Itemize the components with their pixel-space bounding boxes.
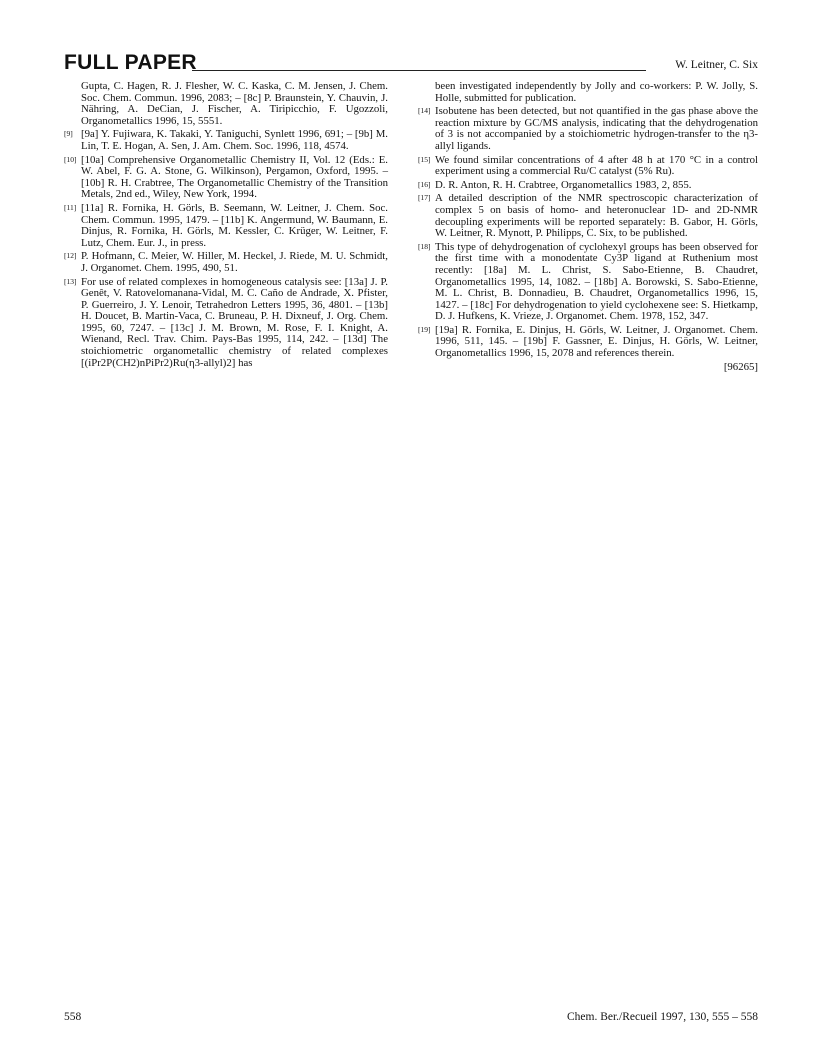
left-column: [64, 81, 388, 371]
reference-text: We found similar concentrations of 4 after 48 h at 170 °C in a control experiment using a commercial Ru/C catalyst (5% Ru).: [435, 153, 758, 178]
page-number: 558: [64, 1011, 82, 1023]
reference-item: [418, 242, 758, 323]
journal-citation: Chem. Ber./Recueil 1997, 130, 555 – 558: [566, 1011, 758, 1023]
reference-text: [9a] Y. Fujiwara, K. Takaki, Y. Taniguchi, Synlett 1996, 691; – [9b] M. Lin, T. E. Hogan, A. Sen, J. Am. Chem. Soc. 1996, 118, 4574.: [81, 128, 388, 152]
reference-number: [17]: [418, 193, 431, 203]
reference-number: [10]: [64, 154, 77, 164]
reference-item: [64, 277, 388, 370]
reference-item: [418, 325, 758, 360]
reference-item: [64, 155, 388, 201]
page-header: [64, 50, 758, 76]
reference-number: [11]: [64, 202, 77, 212]
reference-item: [418, 193, 758, 239]
right-column: [418, 81, 758, 373]
reference-continuation: been investigated independently by Jolly and co-workers: P. W. Jolly, S. Holle, submitted for publication.: [435, 80, 758, 104]
section-label: FULL PAPER: [64, 51, 197, 74]
reference-item: [418, 180, 758, 192]
reference-item: [64, 203, 388, 249]
reference-text: [19a] R. Fornika, E. Dinjus, H. Görls, W. Leitner, J. Organomet. Chem. 1996, 511, 145. – [19b] F. Gassner, E. Dinjus, H. Görls, W. Leitner, Organometallics 1996, 15, 2078 and references therein.: [435, 323, 758, 360]
reference-item: [418, 155, 758, 178]
reference-text: Isobutene has been detected, but not quantified in the gas phase above the reaction mixture by GC/MS analysis, indicating that the dehydrogenation of 3 is not accompanied by a stoichiometric hydrogen-transfer to the η3-allyl ligands.: [435, 105, 758, 152]
reference-text: D. R. Anton, R. H. Crabtree, Organometallics 1983, 2, 855.: [435, 178, 692, 191]
reference-text: For use of related complexes in homogeneous catalysis see: [13a] J. P. Genêt, V. Ratovelomanana-Vidal, M. C. Caño de Andrade, X. Pfister, P. Guerreiro, J. Y. Lenoir, Tetrahedron Letters 1995, 36, 4801. – [13b] H. Doucet, B. Martin-Vaca, C. Bruneau, P. H. Dixneuf, J. Org. Chem. 1995, 60, 7247. – [13c] J. M. Brown, M. Rose, F. I. Knight, A. Wienand, Recl. Trav. Chim. Pays-Bas 1995, 114, 242. – [13d] The stoichiometric organometallic chemistry of related complexes [(iPr2P(CH2)nPiPr2)Ru(η3-allyl)2] has: [81, 275, 388, 369]
reference-text: A detailed description of the NMR spectroscopic characterization of complex 5 on basis of homo- and heteronuclear 1D- and 2D-NMR decoupling experiments will be reported separately: B. Gabor, H. Görls, W. Leitner, R. Mynott, P. Philipps, C. Six, to be published.: [435, 192, 758, 240]
reference-number: [19]: [418, 324, 431, 334]
reference-number: [12]: [64, 251, 77, 261]
reference-number: [16]: [418, 179, 431, 189]
running-authors: W. Leitner, C. Six: [675, 59, 758, 71]
reference-number: [18]: [418, 241, 431, 251]
reference-number: [9]: [64, 129, 73, 139]
reference-text: [11a] R. Fornika, H. Görls, B. Seemann, W. Leitner, J. Chem. Soc. Chem. Commun. 1995, 1479. – [11b] K. Angermund, W. Baumann, E. Dinjus, R. Fornika, H. Görls, M. Kessler, C. Krüger, W. Leitner, F. Lutz, Chem. Eur. J., in press.: [81, 201, 388, 249]
reference-number: [14]: [418, 106, 431, 116]
reference-item: [418, 106, 758, 152]
reference-number: [13]: [64, 276, 77, 286]
reference-text: This type of dehydrogenation of cyclohexyl groups has been observed for the first time with a monodentate Cy3P ligand at Ruthenium most recently: [18a] M. L. Christ, S. Sabo-Etienne, B. Chaudret, Organometallics 1995, 14, 1082. – [18b] A. Borowski, S. Sabo-Etienne, M. L. Christ, B. Donnadieu, B. Chaudret, Organometallics 1996, 15, 1427. – [18c] For dehydrogenation to yield cyclohexene see: S. Hietkamp, D. J. Hufkens, K. Vrieze, J. Organomet. Chem. 1978, 152, 347.: [435, 240, 758, 323]
reference-text: P. Hofmann, C. Meier, W. Hiller, M. Heckel, J. Riede, M. U. Schmidt, J. Organomet. Chem. 1995, 490, 51.: [81, 250, 388, 274]
reference-item: [64, 129, 388, 152]
reference-text: [10a] Comprehensive Organometallic Chemistry II, Vol. 12 (Eds.: E. W. Abel, F. G. A. Stone, G. Wilkinson), Pergamon, Oxford, 1995. – [10b] R. H. Crabtree, The Organometallic Chemistry of the Transition Metals, 2nd ed., Wiley, New York, 1994.: [81, 153, 388, 201]
manuscript-code: [96265]: [723, 360, 758, 373]
header-rule: [192, 70, 646, 71]
reference-number: [15]: [418, 154, 431, 164]
reference-item: [64, 251, 388, 274]
reference-continuation: Gupta, C. Hagen, R. J. Flesher, W. C. Kaska, C. M. Jensen, J. Chem. Soc. Chem. Commun. 1996, 2083; – [8c] P. Braunstein, Y. Chauvin, J. Nähring, A. DeCian, J. Fischer, A. Tiripicchio, F. Ugozzoli, Organometallics 1996, 15, 5551.: [81, 80, 388, 127]
